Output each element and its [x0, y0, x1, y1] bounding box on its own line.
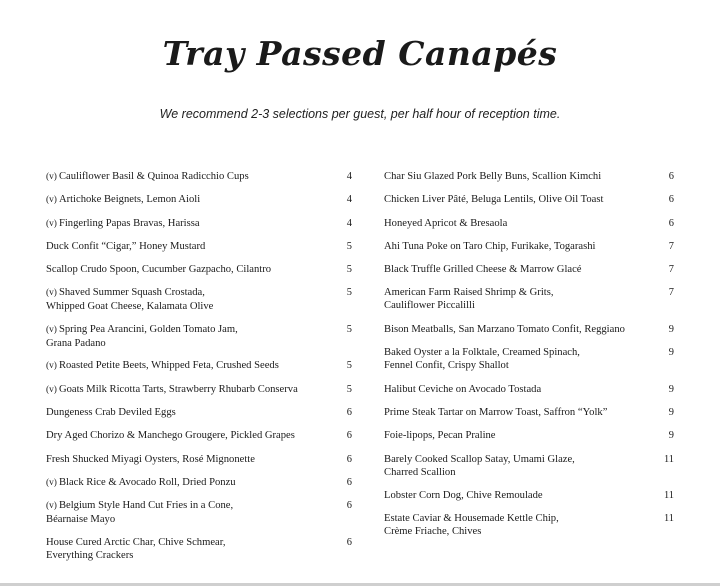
menu-item-price: 7	[668, 240, 674, 252]
menu-item-name	[384, 406, 674, 419]
menu-item	[46, 476, 352, 499]
menu-item-name-line: Foie-lipops, Pecan Praline	[384, 430, 496, 442]
menu-item-price: 9	[668, 407, 674, 419]
menu-item-name	[46, 263, 352, 276]
menu-item-name-line: Bison Meatballs, San Marzano Tomato Confit, Reggiano	[384, 323, 625, 335]
menu-item	[384, 263, 674, 286]
menu-item-name	[46, 499, 352, 526]
menu-column-right	[384, 170, 674, 549]
menu-item-name	[46, 453, 352, 466]
menu-item-price: 11	[663, 513, 674, 525]
menu-item	[384, 323, 674, 346]
menu-item-price: 6	[346, 536, 352, 548]
menu-item-name-line: Prime Steak Tartar on Marrow Toast, Saffron “Yolk”	[384, 407, 608, 419]
menu-item-price: 9	[668, 347, 674, 359]
vegetarian-tag: (v)	[46, 361, 57, 372]
vegetarian-tag: (v)	[46, 195, 57, 206]
menu-item	[46, 323, 352, 360]
menu-item-name	[384, 323, 674, 336]
menu-item-price: 5	[346, 360, 352, 372]
menu-item-name	[384, 170, 674, 183]
menu-item-price: 5	[346, 287, 352, 299]
menu-item	[46, 429, 352, 452]
menu-item-name	[46, 476, 352, 490]
menu-item-name	[384, 489, 674, 502]
menu-item-name-line: American Farm Raised Shrimp & Grits,	[384, 287, 554, 299]
menu-item-price: 4	[346, 217, 352, 229]
menu-item-name-line: Fresh Shucked Miyagi Oysters, Rosé Mignonette	[46, 453, 255, 465]
menu-item	[46, 406, 352, 429]
menu-item-price: 9	[668, 430, 674, 442]
menu-item	[384, 346, 674, 383]
menu-item-name-line: Crème Friache, Chives	[384, 526, 482, 538]
menu-item-name-line: Everything Crackers	[46, 549, 134, 561]
menu-item	[384, 383, 674, 406]
menu-item-price: 5	[346, 264, 352, 276]
menu-item-name	[46, 359, 352, 373]
menu-item	[46, 263, 352, 286]
menu-item-price: 5	[346, 323, 352, 335]
menu-item-price: 7	[668, 287, 674, 299]
menu-item-price: 6	[668, 194, 674, 206]
menu-item-name-line: Shaved Summer Squash Crostada,	[58, 287, 205, 299]
menu-item-name-line: Dry Aged Chorizo & Manchego Grougere, Pickled Grapes	[46, 430, 295, 442]
menu-item	[46, 453, 352, 476]
menu-item	[384, 512, 674, 549]
menu-item-name-line: Spring Pea Arancini, Golden Tomato Jam,	[58, 323, 238, 335]
menu-item	[46, 240, 352, 263]
menu-item-name-line: Black Truffle Grilled Cheese & Marrow Glacé	[384, 264, 582, 276]
menu-column-left	[46, 170, 352, 572]
menu-item-name-line: Artichoke Beignets, Lemon Aioli	[58, 194, 201, 206]
menu-item-name-line: Lobster Corn Dog, Chive Remoulade	[384, 490, 543, 502]
menu-item-name-line: House Cured Arctic Char, Chive Schmear,	[46, 536, 226, 548]
menu-item-price: 4	[346, 171, 352, 182]
menu-item-name-line: Barely Cooked Scallop Satay, Umami Glaze,	[384, 453, 575, 465]
menu-item-name	[46, 406, 352, 419]
menu-item-name	[384, 286, 674, 312]
menu-item	[384, 429, 674, 452]
menu-item-price: 11	[663, 453, 674, 465]
menu-item-name	[384, 429, 674, 442]
menu-item-name-line: Black Rice & Avocado Roll, Dried Ponzu	[58, 476, 236, 488]
menu-item-price: 5	[346, 240, 352, 252]
menu-item	[46, 170, 352, 193]
menu-item-name-line: Baked Oyster a la Folktale, Creamed Spinach,	[384, 347, 580, 359]
vegetarian-tag: (v)	[46, 172, 57, 182]
menu-item-name-line: Duck Confit “Cigar,” Honey Mustard	[46, 240, 206, 252]
menu-item-name	[384, 217, 674, 230]
menu-item-price: 6	[346, 453, 352, 465]
menu-item-name-line: Cauliflower Basil & Quinoa Radicchio Cups	[58, 171, 249, 182]
menu-item-name	[46, 383, 352, 397]
menu-item-name	[46, 429, 352, 442]
menu-item-name	[46, 240, 352, 253]
menu-item-name-line: Dungeness Crab Deviled Eggs	[46, 407, 176, 419]
vegetarian-tag: (v)	[46, 477, 57, 488]
menu-item	[46, 383, 352, 406]
menu-item-name	[384, 512, 674, 538]
menu-item-name	[46, 170, 352, 184]
menu-item-name	[46, 536, 352, 562]
menu-item-price: 9	[668, 383, 674, 395]
menu-item	[46, 286, 352, 323]
menu-item-price: 6	[346, 500, 352, 512]
menu-item-price: 11	[663, 490, 674, 502]
menu-item	[384, 489, 674, 512]
menu-item-name	[384, 383, 674, 396]
menu-item-price: 7	[668, 264, 674, 276]
menu-item-name	[384, 346, 674, 372]
menu-item-name-line: Roasted Petite Beets, Whipped Feta, Crushed Seeds	[58, 360, 279, 372]
menu-item	[384, 193, 674, 216]
menu-item	[384, 217, 674, 240]
vegetarian-tag: (v)	[46, 218, 57, 229]
menu-item-name-line: Fingerling Papas Bravas, Harissa	[58, 217, 200, 229]
menu-item-name-line: Goats Milk Ricotta Tarts, Strawberry Rhubarb Conserva	[58, 383, 298, 395]
menu-item-name-line: Honeyed Apricot & Bresaola	[384, 217, 508, 229]
menu-item-name	[46, 193, 352, 207]
menu-item-name	[46, 323, 352, 350]
menu-item-name-line: Chicken Liver Pâté, Beluga Lentils, Olive Oil Toast	[384, 194, 604, 206]
menu-item-name	[384, 193, 674, 206]
menu-item-name	[384, 453, 674, 479]
menu-item-name	[384, 240, 674, 253]
menu-item	[384, 453, 674, 490]
menu-item-name-line: Grana Padano	[46, 337, 106, 349]
menu-item-price: 6	[346, 476, 352, 488]
menu-item	[46, 193, 352, 216]
vegetarian-tag: (v)	[46, 324, 57, 335]
menu-item	[46, 359, 352, 382]
menu-item	[46, 217, 352, 240]
menu-item	[46, 499, 352, 536]
menu-item-price: 6	[346, 430, 352, 442]
vegetarian-tag: (v)	[46, 384, 57, 395]
menu-item-name-line: Estate Caviar & Housemade Kettle Chip,	[384, 513, 559, 525]
page-subtitle: We recommend 2-3 selections per guest, per half hour of reception time.	[159, 107, 561, 121]
menu-item-price: 6	[668, 217, 674, 229]
menu-item	[384, 240, 674, 263]
vegetarian-tag: (v)	[46, 501, 57, 512]
menu-item	[384, 406, 674, 429]
menu-item-name-line: Halibut Ceviche on Avocado Tostada	[384, 383, 542, 395]
menu-item-name-line: Ahi Tuna Poke on Taro Chip, Furikake, Togarashi	[384, 240, 596, 252]
menu-item-name	[46, 286, 352, 313]
menu-item	[46, 536, 352, 573]
menu-item	[384, 170, 674, 193]
menu-item-name-line: Belgium Style Hand Cut Fries in a Cone,	[58, 500, 234, 512]
menu-item-price: 6	[668, 171, 674, 182]
menu-item-name-line: Scallop Crudo Spoon, Cucumber Gazpacho, Cilantro	[46, 264, 272, 276]
vegetarian-tag: (v)	[46, 288, 57, 299]
page-title: Tray Passed Canapés	[162, 34, 558, 73]
menu-item	[384, 286, 674, 323]
menu-item-price: 4	[346, 194, 352, 206]
menu-item-name-line: Char Siu Glazed Pork Belly Buns, Scallion Kimchi	[384, 171, 602, 182]
menu-item-name-line: Cauliflower Piccalilli	[384, 300, 475, 312]
menu-item-name-line: Béarnaise Mayo	[46, 514, 116, 526]
menu-item-name-line: Fennel Confit, Crispy Shallot	[384, 360, 509, 372]
menu-item-name-line: Whipped Goat Cheese, Kalamata Olive	[46, 301, 214, 313]
menu-item-name	[384, 263, 674, 276]
menu-item-price: 9	[668, 323, 674, 335]
menu-item-price: 6	[346, 407, 352, 419]
menu-item-price: 5	[346, 383, 352, 395]
menu-item-name-line: Charred Scallion	[384, 466, 456, 478]
menu-item-name	[46, 217, 352, 231]
